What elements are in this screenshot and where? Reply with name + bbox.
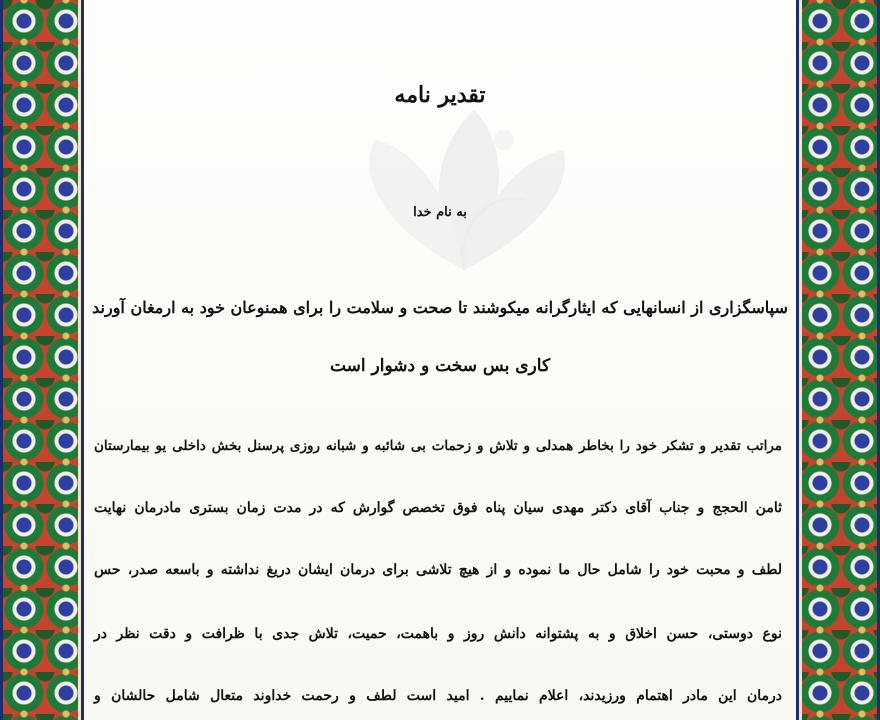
invocation-text: به نام خدا xyxy=(413,205,467,220)
body-line-5: درمان این مادر اهتمام ورزیدند، اعلام نماییم . امید است لطف و رحمت خداوند متعال شامل حالشان و xyxy=(94,688,782,704)
body-line-3: لطف و محبت خود را شامل حال ما نموده و از هیچ تلاشی برای درمان ایشان دریغ نداشته و باسعه صدر، حس xyxy=(94,562,782,578)
certificate-paper xyxy=(84,0,796,720)
ornamental-border-right xyxy=(796,0,880,720)
heading-line-1: سپاسگزاری از انسانهایی که ایثارگرانه میکوشند تا صحت و سلامت را برای همنوعان خود به ارمغان آورند xyxy=(92,298,788,317)
body-line-4: نوع دوستی، حسن اخلاق و به پشتوانه دانش روز و باهمت، حمیت، تلاش جدی با ظرافت و دقت نظر در xyxy=(94,626,782,642)
body-line-1: مراتب تقدیر و تشکر خود را بخاطر همدلی و تلاش و زحمات بی شائبه و شبانه روزی پرسنل بخش داخلی یو بیمارستان xyxy=(94,438,782,454)
body-line-2: ثامن الحجج و جناب آقای دکتر مهدی سیان پناه فوق تخصص گوارش که در مدت زمان بستری مادرمان نهایت xyxy=(94,500,782,516)
heading-line-2: کاری بس سخت و دشوار است xyxy=(329,356,551,376)
certificate-title: تقدیر نامه xyxy=(394,82,486,108)
ornamental-border-left xyxy=(0,0,84,720)
